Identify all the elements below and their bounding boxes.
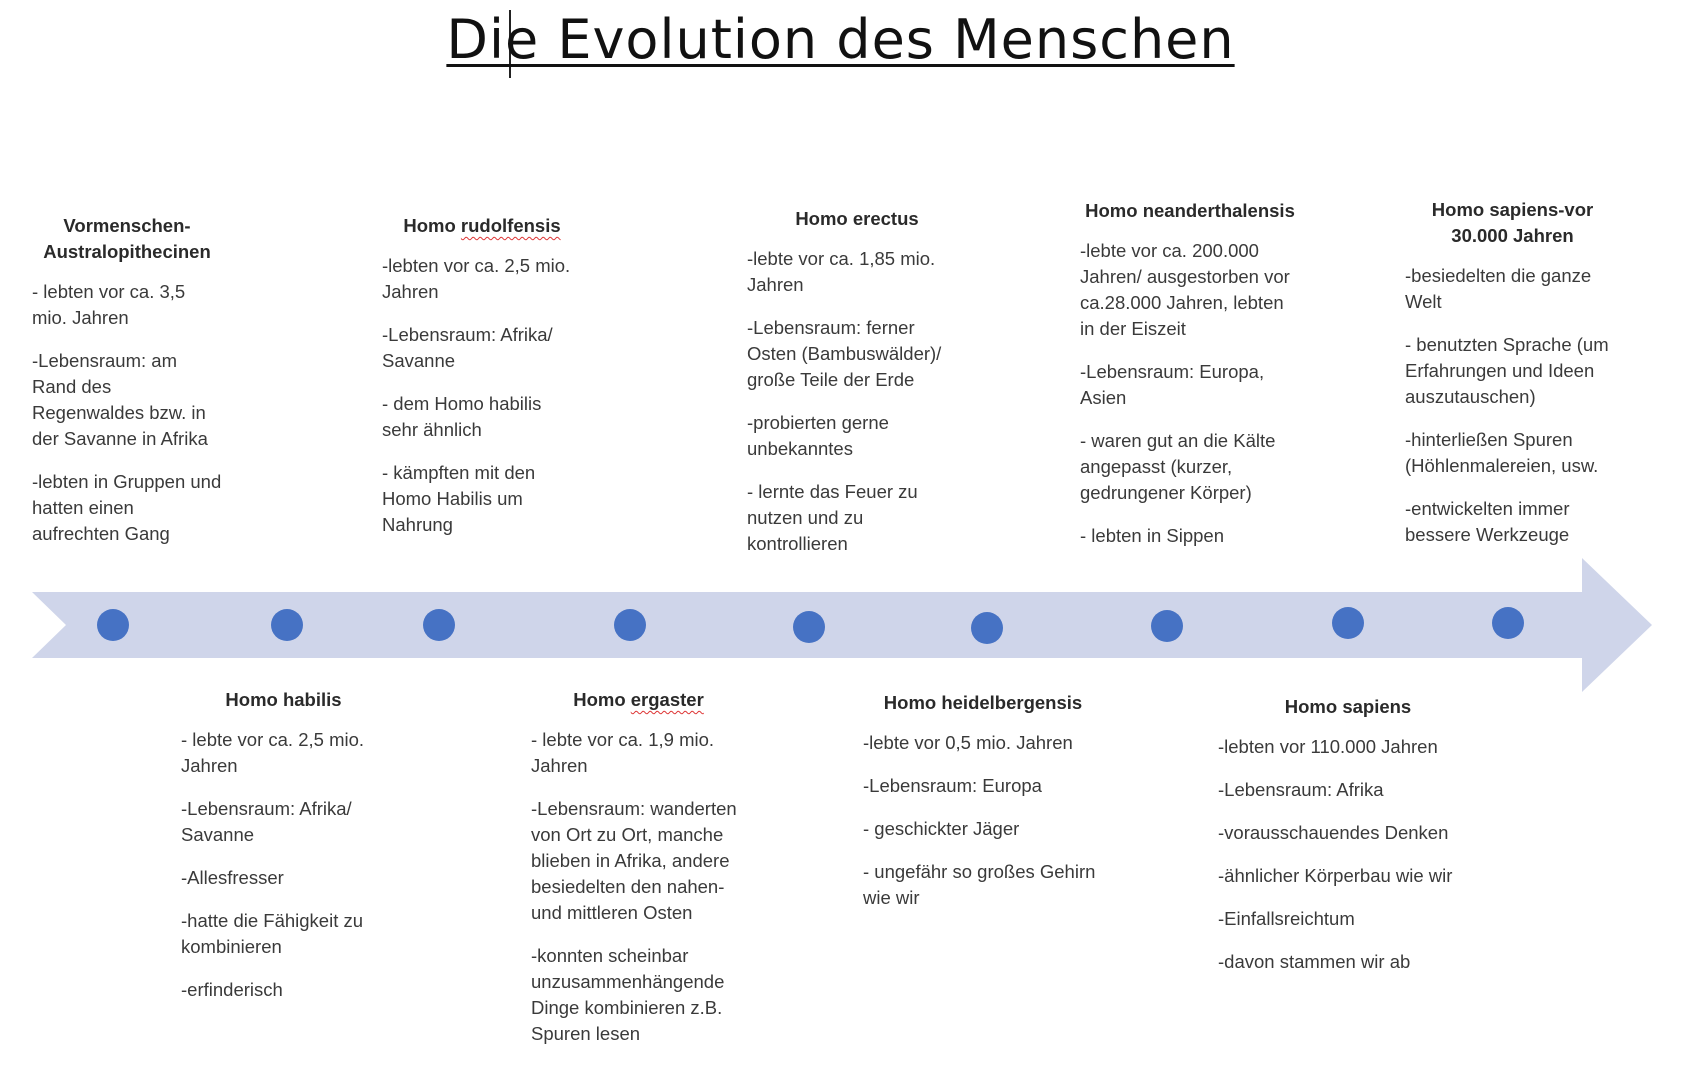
stage-item: - lebte vor ca. 1,9 mio. Jahren xyxy=(531,729,715,776)
timeline-dot-7 xyxy=(1151,610,1183,642)
stage-homo-sapiens xyxy=(1218,694,1478,992)
timeline-dot-5 xyxy=(793,611,825,643)
timeline-dot-4 xyxy=(614,609,646,641)
stage-heading-prefix: Homo xyxy=(573,689,631,710)
stage-homo-erectus xyxy=(747,206,967,574)
stage-item: -Lebensraum: wanderten von Ort zu Ort, manche blieben in Afrika, andere besiedelten den nahen- und mittleren Osten xyxy=(531,798,737,923)
stage-item: - lebten vor ca. 3,5 mio. Jahren xyxy=(32,281,186,328)
stage-item: -lebten vor ca. 2,5 mio. Jahren xyxy=(382,255,571,302)
timeline-dot-3 xyxy=(423,609,455,641)
stage-homo-sapiens-30000 xyxy=(1405,197,1620,565)
stage-item: -Lebensraum: Afrika/ Savanne xyxy=(382,324,553,371)
stage-item: -ähnlicher Körperbau wie wir xyxy=(1218,865,1453,886)
stage-heading: Homo sapiens-vor 30.000 Jahren xyxy=(1431,199,1594,246)
stage-homo-neanderthalensis xyxy=(1080,198,1300,566)
timeline-dot-9 xyxy=(1492,607,1524,639)
stage-item: -lebte vor ca. 200.000 Jahren/ ausgestorben vor ca.28.000 Jahren, lebten in der Eiszeit xyxy=(1080,240,1290,339)
stage-item: - lebte vor ca. 2,5 mio. Jahren xyxy=(181,729,365,776)
stage-item: - ungefähr so großes Gehirn wie wir xyxy=(863,861,1096,908)
stage-item: -lebten in Gruppen und hatten einen aufrechten Gang xyxy=(32,471,222,544)
timeline-dot-8 xyxy=(1332,607,1364,639)
stage-item: - dem Homo habilis sehr ähnlich xyxy=(382,393,542,440)
stage-item: -lebte vor 0,5 mio. Jahren xyxy=(863,732,1073,753)
stage-heading: Homo habilis xyxy=(225,689,342,710)
stage-item: -Lebensraum: Afrika/ Savanne xyxy=(181,798,352,845)
stage-heading: Homo sapiens xyxy=(1284,696,1412,717)
stage-heading: Homo heidelbergensis xyxy=(883,692,1083,713)
stage-item: -hatte die Fähigkeit zu kombinieren xyxy=(181,910,364,957)
timeline-dot-2 xyxy=(271,609,303,641)
stage-item: - kämpften mit den Homo Habilis um Nahrung xyxy=(382,462,536,535)
stage-heading-prefix: Homo xyxy=(403,215,461,236)
stage-homo-rudolfensis xyxy=(382,213,582,555)
stage-homo-ergaster xyxy=(531,687,746,1064)
stage-item: -vorausschauendes Denken xyxy=(1218,822,1449,843)
stage-item: -Lebensraum: am Rand des Regenwaldes bzw. in der Savanne in Afrika xyxy=(32,350,208,449)
stage-item: -lebte vor ca. 1,85 mio. Jahren xyxy=(747,248,936,295)
stage-item: -entwickelten immer bessere Werkzeuge xyxy=(1405,498,1570,545)
diagram-title: Die Evolution des Menschen xyxy=(446,8,1235,71)
stage-item: - lebten in Sippen xyxy=(1080,525,1224,546)
stage-australopithecinen xyxy=(32,213,222,564)
stage-item: -hinterließen Spuren (Höhlenmalereien, usw. xyxy=(1405,429,1599,476)
stage-item: -probierten gerne unbekanntes xyxy=(747,412,889,459)
stage-item: -davon stammen wir ab xyxy=(1218,951,1411,972)
stage-heading xyxy=(382,213,582,239)
stage-item: -lebten vor 110.000 Jahren xyxy=(1218,736,1438,757)
timeline-dot-6 xyxy=(971,612,1003,644)
stage-item: -Einfallsreichtum xyxy=(1218,908,1355,929)
stage-homo-habilis xyxy=(181,687,386,1020)
stage-heading-name: rudolfensis xyxy=(460,215,561,236)
stage-item: -Allesfresser xyxy=(181,867,284,888)
stage-heading-name: ergaster xyxy=(630,689,704,710)
stage-heading: Homo erectus xyxy=(795,208,919,229)
stage-item: -Lebensraum: ferner Osten (Bambuswälder)/ große Teile der Erde xyxy=(747,317,942,390)
stage-heading xyxy=(531,687,746,713)
stage-homo-heidelbergensis xyxy=(863,690,1103,928)
stage-item: -Lebensraum: Afrika xyxy=(1218,779,1384,800)
timeline-dot-1 xyxy=(97,609,129,641)
stage-item: -Lebensraum: Europa xyxy=(863,775,1042,796)
stage-item: -konnten scheinbar unzusammenhängende Dinge kombinieren z.B. Spuren lesen xyxy=(531,945,725,1044)
stage-item: - benutzten Sprache (um Erfahrungen und Ideen auszutauschen) xyxy=(1405,334,1609,407)
stage-item: - waren gut an die Kälte angepasst (kurzer, gedrungener Körper) xyxy=(1080,430,1276,503)
stage-item: - geschickter Jäger xyxy=(863,818,1020,839)
stage-item: -besiedelten die ganze Welt xyxy=(1405,265,1592,312)
stage-item: -Lebensraum: Europa, Asien xyxy=(1080,361,1265,408)
stage-heading: Homo neanderthalensis xyxy=(1085,200,1295,221)
stage-item: -erfinderisch xyxy=(181,979,283,1000)
stage-heading: Vormenschen- Australopithecinen xyxy=(43,215,211,262)
stage-item: - lernte das Feuer zu nutzen und zu kontrollieren xyxy=(747,481,918,554)
